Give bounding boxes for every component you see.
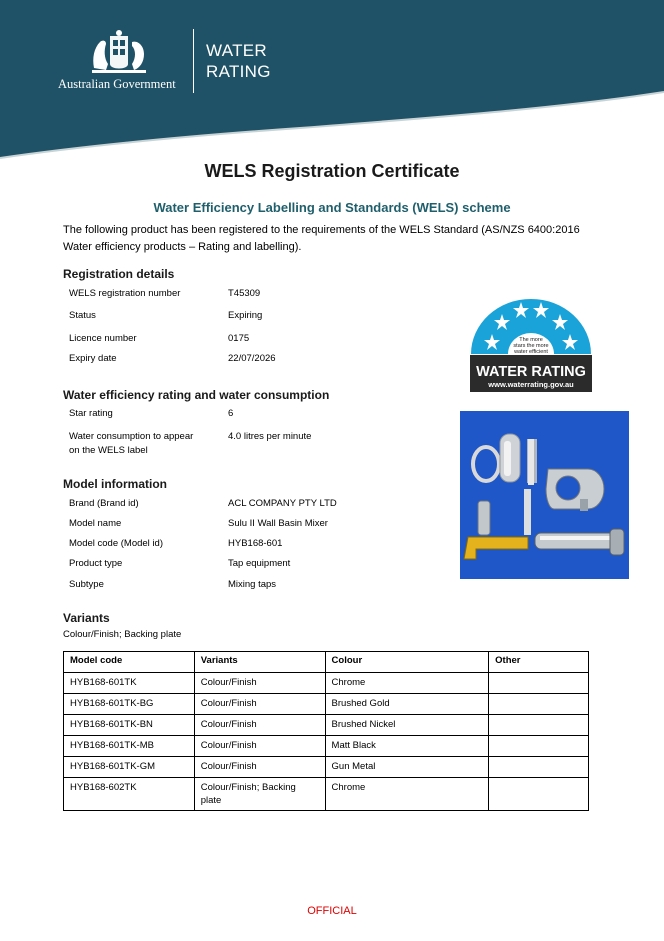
model-code-value: HYB168-601: [228, 538, 283, 549]
cell-model-code: HYB168-601TK-GM: [64, 757, 195, 778]
column-header-model-code: Model code: [64, 652, 195, 673]
product-illustration: [460, 411, 629, 579]
coat-of-arms-icon: [84, 28, 154, 78]
badge-url: www.waterrating.gov.au: [488, 380, 574, 389]
status-value: Expiring: [228, 310, 263, 321]
cell-model-code: HYB168-601TK-BN: [64, 715, 195, 736]
table-row: [64, 736, 589, 757]
table-row: [64, 694, 589, 715]
star-rating-label: Star rating: [69, 408, 113, 419]
table-row: [64, 778, 589, 811]
cell-colour: Gun Metal: [325, 757, 489, 778]
expiry-date-label: Expiry date: [69, 353, 117, 364]
cell-variant: Colour/Finish: [194, 736, 325, 757]
table-row: [64, 673, 589, 694]
brand-line-2: RATING: [206, 62, 271, 81]
table-row: [64, 715, 589, 736]
scheme-subtitle: Water Efficiency Labelling and Standards (WELS) scheme: [153, 200, 511, 215]
product-type-value: Tap equipment: [228, 558, 291, 569]
subtype-value: Mixing taps: [228, 579, 277, 590]
cell-model-code: HYB168-601TK: [64, 673, 195, 694]
star-rating-value: 6: [228, 408, 234, 419]
intro-paragraph: The following product has been registered to the requirements of the WELS Standard (AS/NZS 6400:2016 Water efficiency products – Rating and labelling).: [63, 224, 580, 253]
badge-title: WATER RATING: [476, 364, 586, 380]
page-title: WELS Registration Certificate: [204, 161, 460, 181]
cell-variant: Colour/Finish; Backing plate: [194, 778, 325, 811]
registration-number-value: T45309: [228, 288, 261, 299]
cell-other: [489, 736, 589, 757]
status-label: Status: [69, 310, 96, 321]
cell-other: [489, 694, 589, 715]
product-photo: [460, 411, 629, 579]
cell-model-code: HYB168-601TK-MB: [64, 736, 195, 757]
cell-other: [489, 673, 589, 694]
brand-label: Brand (Brand id): [69, 498, 139, 509]
expiry-date-value: 22/07/2026: [228, 353, 276, 364]
consumption-value: 4.0 litres per minute: [228, 431, 312, 442]
cell-variant: Colour/Finish: [194, 715, 325, 736]
registration-number-label: WELS registration number: [69, 288, 181, 299]
brand-value: ACL COMPANY PTY LTD: [228, 498, 337, 509]
badge-tagline-2: stars the more: [513, 343, 549, 349]
model-code-label: Model code (Model id): [69, 538, 163, 549]
government-name: Australian Government: [58, 77, 176, 91]
cell-variant: Colour/Finish: [194, 694, 325, 715]
cell-colour: Chrome: [325, 673, 489, 694]
table-row: [64, 757, 589, 778]
cell-other: [489, 778, 589, 811]
column-header-colour: Colour: [325, 652, 489, 673]
consumption-label-line-1: Water consumption to appear: [69, 431, 194, 442]
consumption-label: [69, 430, 193, 458]
table-header-row: [64, 652, 589, 673]
rating-heading: Water efficiency rating and water consumption: [63, 388, 330, 402]
cell-colour: Matt Black: [325, 736, 489, 757]
cell-model-code: HYB168-602TK: [64, 778, 195, 811]
badge-tagline-1: The more: [519, 337, 543, 343]
cell-colour: Brushed Gold: [325, 694, 489, 715]
subtype-label: Subtype: [69, 579, 104, 590]
cell-colour: Chrome: [325, 778, 489, 811]
registration-heading: Registration details: [63, 267, 175, 281]
variants-heading: Variants: [63, 611, 110, 625]
column-header-other: Other: [489, 652, 589, 673]
cell-other: [489, 715, 589, 736]
brand-line-1: WATER: [206, 41, 267, 60]
variants-table: [63, 651, 589, 811]
header-divider: [193, 29, 194, 93]
cell-variant: Colour/Finish: [194, 673, 325, 694]
product-type-label: Product type: [69, 558, 123, 569]
cell-model-code: HYB168-601TK-BG: [64, 694, 195, 715]
consumption-label-line-2: on the WELS label: [69, 445, 148, 456]
column-header-variants: Variants: [194, 652, 325, 673]
licence-number-value: 0175: [228, 333, 250, 344]
licence-number-label: Licence number: [69, 333, 137, 344]
water-rating-badge: [470, 298, 592, 392]
cell-other: [489, 757, 589, 778]
model-name-value: Sulu II Wall Basin Mixer: [228, 518, 328, 529]
model-name-label: Model name: [69, 518, 122, 529]
badge-tagline-3: water efficient: [514, 349, 548, 355]
cell-colour: Brushed Nickel: [325, 715, 489, 736]
variants-summary: Colour/Finish; Backing plate: [63, 629, 182, 640]
cell-variant: Colour/Finish: [194, 757, 325, 778]
classification-label: OFFICIAL: [307, 905, 357, 917]
water-rating-brand: [206, 40, 271, 82]
model-heading: Model information: [63, 477, 167, 491]
